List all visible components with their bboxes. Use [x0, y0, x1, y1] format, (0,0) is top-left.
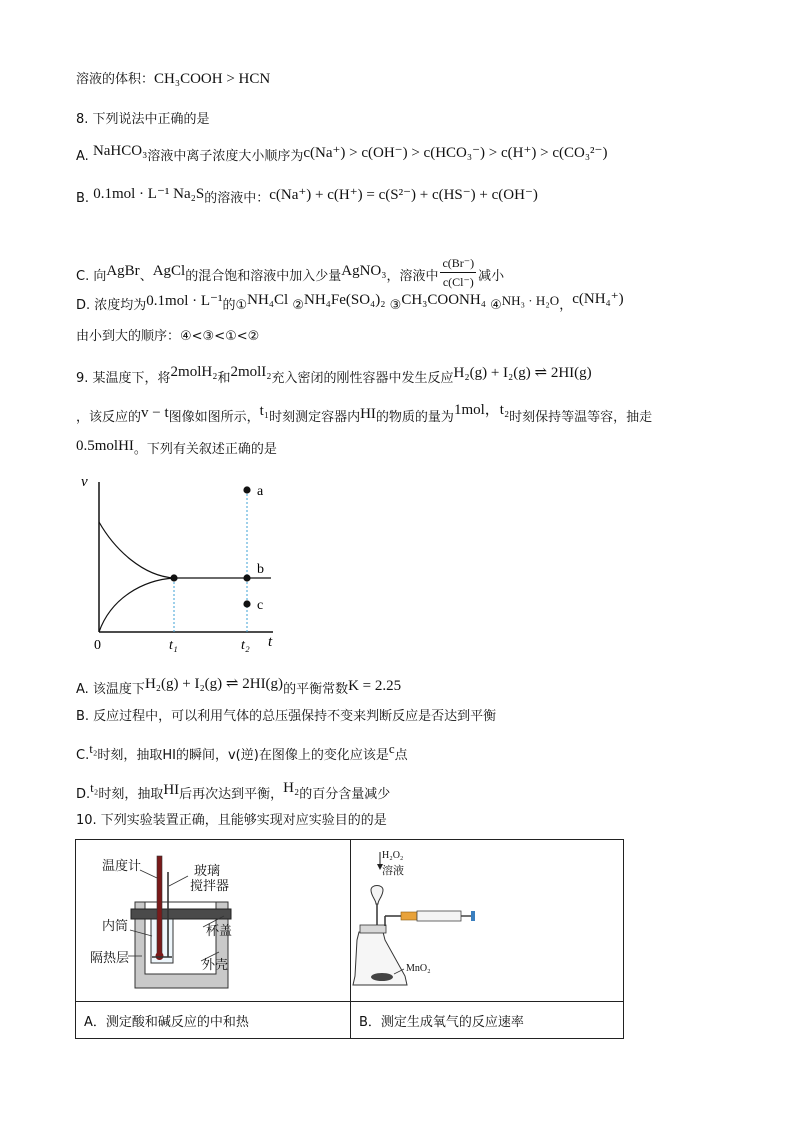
formula: AgCl: [152, 263, 186, 279]
fraction: [440, 254, 476, 291]
q8-stem: 8. 下列说法中正确的是: [76, 112, 210, 127]
option-text: 的混合饱和溶液中加入少量: [185, 269, 342, 284]
formula: NaHCO₃: [92, 143, 148, 159]
thermometer: [157, 856, 162, 956]
label-insulation: 隔热层: [90, 951, 130, 966]
reverse-rate-curve: [99, 578, 174, 632]
q8-option-b: [76, 186, 538, 208]
option-label: B.: [76, 191, 90, 206]
q8-option-d: [76, 291, 624, 315]
formula: K = 2.25: [348, 678, 402, 694]
option-text: 的百分含量减少: [299, 787, 391, 802]
q9-option-c: [76, 741, 408, 765]
q9-option-a: [76, 676, 402, 699]
label-h2o2: H₂O₂: [382, 850, 404, 861]
point-c-label: c: [257, 598, 264, 613]
formula: t₁: [259, 403, 270, 419]
stem-text: 时刻测定容器内: [269, 410, 361, 425]
leader-line: [169, 876, 188, 886]
label-solution: 溶液: [382, 864, 404, 877]
thermometer-bulb: [156, 952, 164, 960]
option-text: A. 该温度下: [76, 682, 145, 697]
cup-lid: [131, 909, 231, 919]
formula: t₂: [90, 780, 99, 795]
label-glass: 玻璃: [194, 864, 221, 879]
option-label: C.: [76, 748, 90, 763]
t-axis-label: t: [268, 634, 273, 650]
q9-stem-line2: [76, 402, 653, 427]
option-label: A.: [76, 149, 89, 164]
point-c: [243, 600, 250, 607]
formula: t₂: [89, 741, 98, 756]
option-text: 减小: [478, 269, 505, 284]
option-text: 后再次达到平衡，: [179, 787, 284, 802]
formula: AgBr: [106, 263, 140, 279]
q9-stem-line3: [76, 440, 277, 459]
formula: c(Na⁺) > c(OH⁻) > c(HCO₃⁻) > c(H⁺) > c(CO₃²⁻): [303, 145, 608, 161]
q9-option-b: B. 反应过程中，可以利用气体的总压强保持不变来判断反应是否达到平衡: [76, 709, 497, 724]
formula: c: [388, 741, 395, 756]
q8-option-a: [76, 143, 608, 166]
option-label: D.: [76, 787, 91, 802]
stem-text: 充入密闭的刚性容器中发生反应: [271, 371, 454, 386]
t1-tick-label: t₁: [169, 638, 178, 653]
formula: HI: [360, 406, 376, 422]
option-text: ②: [292, 298, 304, 313]
q8-option-d-line2: 由小到大的顺序：④<③<①<②: [76, 329, 260, 344]
label-lid: 杯盖: [206, 924, 233, 939]
option-text: 时刻，抽取: [98, 787, 164, 802]
formula: NH₄Fe(SO₄)₂: [303, 292, 386, 308]
mno2-solid: [371, 973, 393, 981]
option-text: ，: [559, 298, 573, 313]
point-a: [243, 486, 250, 493]
formula: CH₃COONH₄: [401, 292, 486, 308]
stem-text: 的物质的量为: [375, 410, 454, 425]
point-b: [243, 574, 250, 581]
option-text: ③: [389, 298, 402, 313]
rubber-connector: [401, 912, 417, 920]
formula: HI: [163, 782, 180, 798]
table-divider-horizontal: [76, 1001, 623, 1002]
formula: v − t: [141, 405, 169, 421]
formula: 2molI₂: [230, 364, 272, 380]
reaction-equation: H₂(g) + I₂(g) ⇌ 2HI(g): [144, 676, 284, 692]
formula: 0.1mol · L⁻¹ Na₂S: [93, 186, 205, 202]
q9-option-d: [76, 780, 391, 804]
stem-text: 时刻保持等温等容，抽走: [509, 410, 653, 425]
label-mno2: MnO₂: [406, 963, 431, 974]
option-text: 点: [394, 748, 408, 763]
stem-text: 。下列有关叙述正确的是: [133, 442, 277, 457]
formula: H₂: [283, 780, 300, 796]
formula: 0.1mol · L⁻¹: [146, 293, 223, 309]
formula: AgNO₃: [341, 263, 387, 279]
option-text: ，溶液中: [386, 269, 439, 284]
origin-label: 0: [94, 638, 101, 653]
option-label: D. 浓度均为: [76, 298, 147, 313]
formula: 0.5molHI: [76, 438, 134, 454]
apparatus-table: [75, 839, 624, 1039]
caption-a: A．测定酸和碱反应的中和热: [84, 1015, 249, 1030]
fraction-numerator: c(Br⁻): [440, 254, 476, 273]
q9-stem-line1: [76, 364, 592, 388]
t2-tick-label: t₂: [241, 638, 250, 653]
reaction-equation: H₂(g) + I₂(g) ⇌ 2HI(g): [453, 365, 592, 381]
gas-syringe-barrel: [417, 911, 461, 921]
stem-text: 和: [217, 371, 231, 386]
option-label: C. 向: [76, 269, 107, 284]
point-a-label: a: [257, 484, 264, 499]
stem-text: ，该反应的: [76, 410, 142, 425]
separator: 、: [139, 269, 153, 284]
forward-rate-curve: [99, 522, 174, 578]
vt-graph: [75, 472, 285, 656]
formula: 1mol，t₂: [453, 402, 510, 418]
fraction-denominator: c(Cl⁻): [442, 275, 474, 289]
option-text: 时刻，抽取HI的瞬间，v(逆)在图像上的变化应该是: [97, 748, 389, 763]
option-text: 的溶液中：: [204, 191, 270, 206]
q7-prefix: 溶液的体积：: [76, 72, 155, 87]
stem-text: 9. 某温度下，将: [76, 371, 171, 386]
formula: c(NH₄⁺): [572, 291, 624, 307]
label-outer-shell: 外壳: [202, 958, 229, 973]
label-stirrer: 搅拌器: [190, 879, 230, 894]
q10-stem: 10. 下列实验装置正确，且能够实现对应实验目的的是: [76, 813, 387, 828]
label-thermometer: 温度计: [102, 859, 142, 874]
leader-line: [140, 870, 157, 878]
option-text: 的①: [222, 298, 248, 313]
option-text: ④: [490, 298, 502, 313]
point-b-label: b: [257, 562, 264, 577]
v-axis-label: v: [81, 474, 88, 490]
q7-tail: [76, 70, 270, 89]
syringe-handle: [471, 911, 475, 921]
stem-text: 图像如图所示，: [168, 410, 260, 425]
rubber-stopper: [360, 925, 386, 933]
formula: c(Na⁺) + c(H⁺) = c(S²⁻) + c(HS⁻) + c(OH⁻): [269, 187, 538, 203]
separatory-funnel: [371, 886, 383, 905]
formula: NH₃ · H₂O: [501, 293, 560, 308]
formula: 2molH₂: [170, 364, 218, 380]
q8-option-c: [76, 258, 504, 295]
option-text: 溶液中离子浓度大小顺序为: [147, 149, 304, 164]
label-inner-cup: 内筒: [102, 919, 129, 934]
t1-point: [170, 574, 177, 581]
formula: NH₄Cl: [247, 292, 289, 308]
option-text: 的平衡常数: [283, 682, 349, 697]
caption-b: B．测定生成氧气的反应速率: [359, 1015, 524, 1030]
q7-formula: CH₃COOH > HCN: [154, 71, 271, 87]
